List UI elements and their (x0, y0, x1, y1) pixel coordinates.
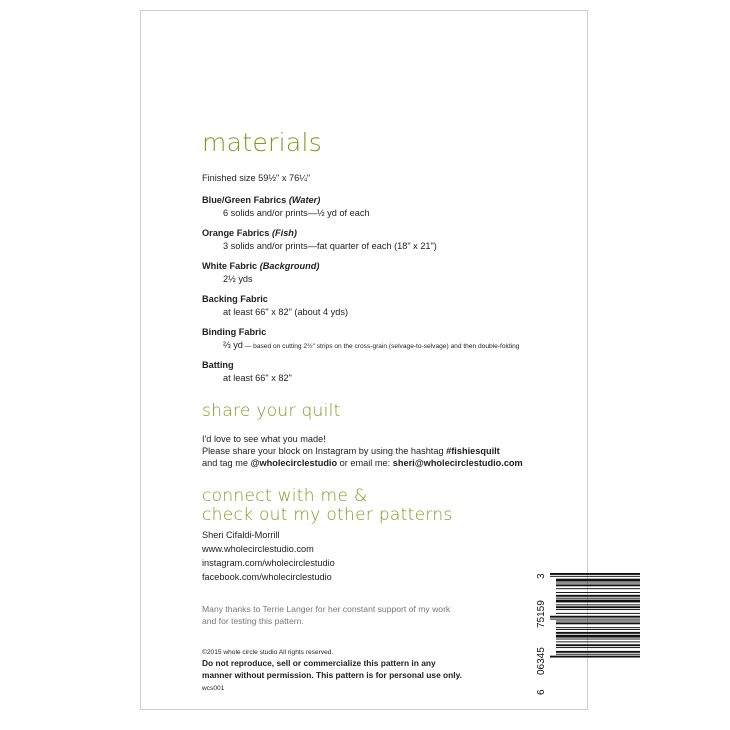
barcode-bar (556, 604, 640, 605)
material-name: Orange Fabrics (202, 228, 270, 238)
barcode-bar (556, 647, 640, 648)
legal-line: Do not reproduce, sell or commercialize this pattern in any (202, 658, 436, 668)
barcode-bars (550, 573, 640, 658)
author-name: Sheri Cifaldi-Morrill (202, 530, 280, 540)
share-line: I'd love to see what you made! (202, 434, 326, 444)
thanks-line: Many thanks to Terrie Langer for her constant support of my work (202, 604, 451, 614)
share-line (202, 458, 523, 469)
material-item-title (202, 261, 319, 272)
barcode-bar (556, 632, 640, 634)
share-text: Please share your block on Instagram by using the hashtag (202, 446, 447, 456)
material-detail: 2½ yds (223, 274, 253, 284)
material-item-title (202, 195, 320, 206)
material-name: Blue/Green Fabrics (202, 195, 287, 205)
barcode-bar (556, 621, 640, 622)
legal-line: manner without permission. This pattern is for personal use only. (202, 670, 462, 680)
barcode (538, 571, 642, 699)
hashtag: #fishiesquilt (446, 446, 500, 456)
binding-note: — based on cutting 2½" strips on the cross-grain (selvage-to-selvage) and then double-folding (242, 343, 520, 350)
material-note: (Background) (259, 261, 320, 271)
barcode-bar (556, 584, 640, 586)
barcode-bar (556, 641, 640, 642)
connect-heading-line: check out my other patterns (202, 505, 453, 525)
barcode-digit-left: 6 (536, 689, 547, 695)
pattern-code: wcs001 (202, 685, 225, 692)
material-name: Backing Fabric (202, 294, 268, 304)
barcode-bar (550, 619, 640, 620)
barcode-bar (550, 656, 640, 658)
website-link: www.wholecirclestudio.com (202, 544, 314, 554)
email-address: sheri@wholecirclestudio.com (392, 458, 523, 468)
instagram-handle: @wholecirclestudio (250, 458, 338, 468)
barcode-digits-group: 75159 (536, 600, 547, 628)
barcode-bar (556, 613, 640, 614)
barcode-bar (550, 576, 640, 577)
material-detail: at least 66" x 82" (223, 373, 292, 383)
barcode-bar (550, 616, 640, 618)
facebook-link: facebook.com/wholecirclestudio (202, 572, 332, 582)
barcode-bar (556, 598, 640, 599)
binding-amount: ⅔ yd (223, 340, 243, 350)
barcode-bar (556, 606, 640, 608)
barcode-bar (556, 579, 640, 582)
connect-heading-line: connect with me & (202, 486, 368, 506)
barcode-bar (556, 592, 640, 593)
material-detail: at least 66" x 82" (about 4 yds) (223, 307, 349, 317)
share-text: or email me: (337, 458, 393, 468)
barcode-bar (556, 629, 640, 630)
share-text: and tag me (202, 458, 251, 468)
barcode-bar (556, 651, 640, 653)
barcode-bar (556, 627, 640, 628)
material-note: (Fish) (271, 228, 297, 238)
barcode-bar (556, 600, 640, 603)
instagram-link: instagram.com/wholecirclestudio (202, 558, 335, 568)
barcode-bar (556, 654, 640, 655)
material-detail (223, 340, 519, 352)
copyright: ©2015 whole circle studio All rights reserved. (202, 649, 334, 656)
barcode-digit-right: 3 (536, 573, 547, 579)
barcode-bar (556, 609, 640, 610)
barcode-digits-group: 06345 (536, 647, 547, 675)
material-name: White Fabric (202, 261, 258, 271)
materials-heading: materials (202, 128, 323, 157)
thanks-line: and for testing this pattern. (202, 616, 304, 626)
material-note: (Water) (288, 195, 321, 205)
connect-heading (202, 487, 453, 525)
barcode-bar (556, 588, 640, 589)
material-detail: 6 solids and/or prints—½ yd of each (223, 208, 370, 218)
share-heading: share your quilt (202, 401, 341, 421)
material-item-title (202, 228, 297, 239)
finished-size: Finished size 59½" x 76¼" (202, 173, 311, 183)
barcode-bar (550, 573, 640, 575)
barcode-bar (556, 639, 640, 640)
material-name: Batting (202, 360, 234, 370)
barcode-bar (556, 583, 640, 584)
material-name: Binding Fabric (202, 327, 267, 337)
share-line (202, 446, 500, 457)
barcode-bar (556, 595, 640, 597)
barcode-bar (556, 644, 640, 646)
barcode-bar (556, 622, 640, 624)
barcode-bar (556, 635, 640, 638)
pattern-back-cover (140, 10, 588, 710)
material-detail: 3 solids and/or prints—fat quarter of each (18" x 21") (223, 241, 437, 251)
